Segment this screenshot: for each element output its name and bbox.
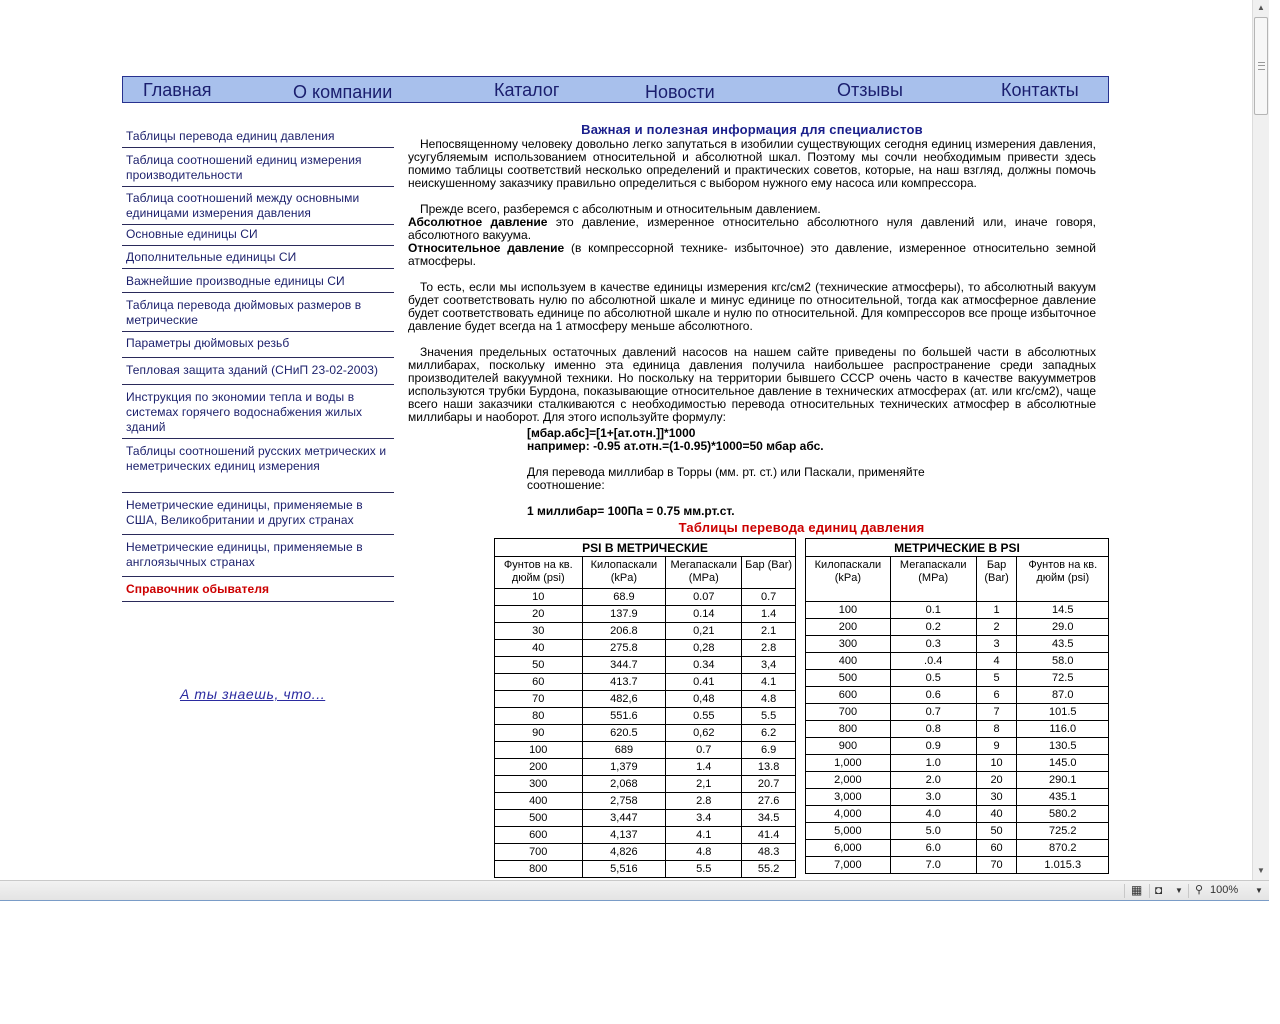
- table-cell: 5.5: [742, 708, 796, 725]
- table-row: [806, 755, 1109, 772]
- table-row: [495, 623, 796, 640]
- table-cell: 600: [495, 827, 583, 844]
- table-cell: 7.0: [890, 857, 976, 874]
- did-you-know-link[interactable]: А ты знаешь, что...: [180, 686, 326, 702]
- table-cell: 3,000: [806, 789, 891, 806]
- table-cell: 2,1: [666, 776, 742, 793]
- table-cell: 3,447: [582, 810, 666, 827]
- nav-about[interactable]: О компании: [293, 82, 393, 102]
- table-cell: 689: [582, 742, 666, 759]
- table-row: [806, 721, 1109, 738]
- table-cell: 100: [806, 602, 891, 619]
- sidebar-item-pressure-units-ratio[interactable]: Таблица соотношений между основными единицами измерения давления: [122, 187, 394, 225]
- sidebar-item-russian-units[interactable]: Таблицы соотношений русских метрических и неметрических единиц измерения: [122, 439, 394, 493]
- formula-example: например: -0.95 ат.отн.=(1-0.95)*1000=50 мбар абс.: [527, 439, 824, 453]
- units-paragraph: То есть, если мы используем в качестве единицы измерения кгс/см2 (технические атмосферы), то абсолютный вакуум будет соответствовать нулю по абсолютной шкале и минус единице по относительной, тогда как атмосферное давление будет соответствовать единице по абсолютной шкале и нулю по относительной. Для компрессоров все проще избыточное давление будет всегда на 1 атмосферу меньше абсолютного.: [408, 280, 1096, 333]
- table-cell: 700: [806, 704, 891, 721]
- table-row: [495, 606, 796, 623]
- table-row: [495, 725, 796, 742]
- table-header: Бар (Bar): [976, 557, 1017, 602]
- table-cell: 87.0: [1017, 687, 1109, 704]
- sidebar-item-heat-water-saving[interactable]: Инструкция по экономии тепла и воды в системах горячего водоснабжения жилых зданий: [122, 385, 394, 439]
- table-cell: 13.8: [742, 759, 796, 776]
- table-cell: 4: [976, 653, 1017, 670]
- table-cell: 700: [495, 844, 583, 861]
- table-row: [806, 653, 1109, 670]
- table-cell: 870.2: [1017, 840, 1109, 857]
- table-cell: 1.015.3: [1017, 857, 1109, 874]
- table-cell: 43.5: [1017, 636, 1109, 653]
- table-cell: 60: [495, 674, 583, 691]
- torr-formula: 1 миллибар= 100Па = 0.75 мм.рт.ст.: [527, 504, 735, 518]
- table-cell: 3.4: [666, 810, 742, 827]
- table-cell: 620.5: [582, 725, 666, 742]
- nav-news[interactable]: Новости: [645, 82, 715, 102]
- scroll-up-arrow-icon[interactable]: ▲: [1257, 3, 1265, 12]
- table-cell: 0.6: [890, 687, 976, 704]
- table-cell: 70: [976, 857, 1017, 874]
- table-row: [806, 619, 1109, 636]
- table-row: [495, 589, 796, 606]
- table-cell: 0.34: [666, 657, 742, 674]
- table-cell: 137.9: [582, 606, 666, 623]
- table-cell: 2.1: [742, 623, 796, 640]
- table-cell: 6,000: [806, 840, 891, 857]
- table-cell: 34.5: [742, 810, 796, 827]
- table-cell: 6: [976, 687, 1017, 704]
- table-cell: 7: [976, 704, 1017, 721]
- table-cell: 900: [806, 738, 891, 755]
- zoom-level[interactable]: 100%: [1210, 884, 1239, 896]
- table-cell: 400: [495, 793, 583, 810]
- table-cell: 68.9: [582, 589, 666, 606]
- table-row: [495, 691, 796, 708]
- table-cell: 0.07: [666, 589, 742, 606]
- table-header: Фунтов на кв. дюйм (psi): [1017, 557, 1109, 602]
- table-cell: 27.6: [742, 793, 796, 810]
- table-cell: 55.2: [742, 861, 796, 878]
- window-edge: [1269, 0, 1280, 900]
- table-row: [495, 657, 796, 674]
- rel-pressure-term: Относительное давление: [408, 241, 565, 255]
- table-cell: 500: [495, 810, 583, 827]
- table-cell: 9: [976, 738, 1017, 755]
- table-cell: 5,000: [806, 823, 891, 840]
- table-cell: 29.0: [1017, 619, 1109, 636]
- intro-paragraph: Непосвященному человеку довольно легко запутаться в изобилии существующих сегодня единиц измерения давления, усугубляемым использованием относительной и абсолютной шкал. Поэтому мы сочли необходимым привести здесь помимо таблицы соответствий несколько определений и практических советов, которые, на наш взгляд, должны помочь неискушенному заказчику правильно определиться с выбором нужного ему насоса или компрессора.: [408, 137, 1096, 190]
- abs-pressure-definition: [408, 216, 1096, 242]
- table-cell: 10: [495, 589, 583, 606]
- table-header: Мегапаскали (MPa): [666, 557, 742, 589]
- table-cell: 4.8: [742, 691, 796, 708]
- nav-home[interactable]: Главная: [143, 80, 212, 100]
- table-row: [806, 806, 1109, 823]
- tables-title: Таблицы перевода единиц давления: [678, 520, 925, 535]
- table-cell: 3: [976, 636, 1017, 653]
- rel-pressure-text: (в компрессорной технике- избыточное) это давление, измеренное относительно земной атмосферы.: [408, 241, 1096, 268]
- table-cell: 800: [806, 721, 891, 738]
- table-cell: 1.4: [742, 606, 796, 623]
- table-cell: 20.7: [742, 776, 796, 793]
- table-cell: 7,000: [806, 857, 891, 874]
- table-row: [495, 640, 796, 657]
- page-title: Важная и полезная информация для специалистов: [581, 122, 923, 137]
- sidebar-item-consumer-handbook[interactable]: Справочник обывателя: [122, 577, 394, 602]
- abs-pressure-term: Абсолютное давление: [408, 215, 548, 229]
- table-cell: 275.8: [582, 640, 666, 657]
- table-cell: 116.0: [1017, 721, 1109, 738]
- table-cell: 41.4: [742, 827, 796, 844]
- table-row: [495, 742, 796, 759]
- table-cell: 0.8: [890, 721, 976, 738]
- table-cell: 2.8: [666, 793, 742, 810]
- formula-main: [мбар.абс]=[1+[ат.отн.]]*1000: [527, 426, 696, 440]
- magnifier-icon: ⚲: [1195, 884, 1204, 896]
- table-cell: 0.7: [890, 704, 976, 721]
- sidebar-item-inch-to-metric[interactable]: Таблица перевода дюймовых размеров в метрические: [122, 293, 394, 332]
- table-row: [806, 772, 1109, 789]
- table-cell: 580.2: [1017, 806, 1109, 823]
- table-cell: 14.5: [1017, 602, 1109, 619]
- table-row: [806, 602, 1109, 619]
- status-bar: [0, 880, 1269, 901]
- table-cell: 0,48: [666, 691, 742, 708]
- table-cell: 400: [806, 653, 891, 670]
- table-cell: 0.2: [890, 619, 976, 636]
- table-row: [495, 827, 796, 844]
- table-cell: 2,068: [582, 776, 666, 793]
- table-cell: 200: [495, 759, 583, 776]
- table-header: Бар (Bar): [742, 557, 796, 589]
- table-row: [806, 789, 1109, 806]
- compat-view-icon[interactable]: ▦: [1131, 883, 1143, 897]
- table-cell: 8: [976, 721, 1017, 738]
- table-row: [495, 861, 796, 878]
- table-cell: 2,758: [582, 793, 666, 810]
- table-cell: 500: [806, 670, 891, 687]
- table-cell: 0,21: [666, 623, 742, 640]
- formula-block: [527, 427, 947, 518]
- table-cell: 800: [495, 861, 583, 878]
- sidebar-item-si-base[interactable]: Основные единицы СИ: [122, 225, 394, 246]
- top-nav: [122, 76, 1109, 103]
- scrollbar-thumb[interactable]: [1254, 17, 1268, 115]
- table-row: [806, 823, 1109, 840]
- table-header: Мегапаскали (MPa): [890, 557, 976, 602]
- table-row: [806, 840, 1109, 857]
- table-cell: 10: [976, 755, 1017, 772]
- table-cell: 0.41: [666, 674, 742, 691]
- table-cell: 58.0: [1017, 653, 1109, 670]
- metric-to-psi-table: [805, 538, 1109, 874]
- table-cell: 435.1: [1017, 789, 1109, 806]
- vertical-scrollbar[interactable]: [1252, 0, 1269, 880]
- table-cell: 90: [495, 725, 583, 742]
- table-cell: 3,4: [742, 657, 796, 674]
- table-cell: 0.9: [890, 738, 976, 755]
- rel-pressure-definition: [408, 242, 1096, 268]
- table-cell: 6.2: [742, 725, 796, 742]
- table-cell: 20: [495, 606, 583, 623]
- table-cell: 4.8: [666, 844, 742, 861]
- table-row: [806, 687, 1109, 704]
- table-cell: 0.55: [666, 708, 742, 725]
- table-cell: 2.0: [890, 772, 976, 789]
- table-cell: 4.1: [666, 827, 742, 844]
- table-cell: 40: [495, 640, 583, 657]
- table-cell: 60: [976, 840, 1017, 857]
- table-cell: 344.7: [582, 657, 666, 674]
- table-cell: 1,000: [806, 755, 891, 772]
- sidebar-item-pressure-tables[interactable]: Таблицы перевода единиц давления: [122, 127, 394, 148]
- table-cell: 551.6: [582, 708, 666, 725]
- table-cell: 4.0: [890, 806, 976, 823]
- table-row: [495, 810, 796, 827]
- table-cell: 50: [976, 823, 1017, 840]
- table-cell: 200: [806, 619, 891, 636]
- camera-icon[interactable]: ◘: [1155, 883, 1163, 897]
- main-content: [408, 123, 1096, 424]
- table-cell: 50: [495, 657, 583, 674]
- table-cell: 0.1: [890, 602, 976, 619]
- table-cell: 1,379: [582, 759, 666, 776]
- table-row: [806, 738, 1109, 755]
- table-row: [495, 759, 796, 776]
- table-cell: 2: [976, 619, 1017, 636]
- table-cell: 20: [976, 772, 1017, 789]
- table-row: [495, 674, 796, 691]
- table-body: [495, 589, 796, 878]
- table-cell: 5,516: [582, 861, 666, 878]
- table-cell: 600: [806, 687, 891, 704]
- table-cell: 3.0: [890, 789, 976, 806]
- table-cell: 145.0: [1017, 755, 1109, 772]
- abs-rel-intro: Прежде всего, разберемся с абсолютным и относительным давлением.: [420, 202, 821, 216]
- table-row: [806, 636, 1109, 653]
- table-cell: 300: [806, 636, 891, 653]
- table-cell: 130.5: [1017, 738, 1109, 755]
- table-cell: 4,826: [582, 844, 666, 861]
- table-cell: 4.1: [742, 674, 796, 691]
- sidebar-item-si-additional[interactable]: Дополнительные единицы СИ: [122, 246, 394, 269]
- table-cell: 1: [976, 602, 1017, 619]
- sidebar-item-si-derived[interactable]: Важнейшие производные единицы СИ: [122, 269, 394, 293]
- nav-contacts[interactable]: Контакты: [1001, 80, 1079, 100]
- nav-reviews[interactable]: Отзывы: [837, 80, 903, 100]
- table-header: Килопаскали (kPa): [806, 557, 891, 602]
- table-cell: 206.8: [582, 623, 666, 640]
- table-cell: 482,6: [582, 691, 666, 708]
- table-cell: 48.3: [742, 844, 796, 861]
- table-header: Килопаскали (kPa): [582, 557, 666, 589]
- chevron-down-icon[interactable]: ▼: [1175, 886, 1183, 895]
- table-cell: 80: [495, 708, 583, 725]
- table-cell: 5.5: [666, 861, 742, 878]
- table-cell: 0.7: [742, 589, 796, 606]
- table-caption: PSI В МЕТРИЧЕСКИЕ: [495, 539, 796, 557]
- table-cell: 100: [495, 742, 583, 759]
- table-cell: 70: [495, 691, 583, 708]
- sidebar-item-nonmetric-english[interactable]: Неметрические единицы, применяемые в англоязычных странах: [122, 535, 394, 577]
- table-row: [806, 857, 1109, 874]
- psi-to-metric-table: [494, 538, 796, 878]
- table-cell: 1.4: [666, 759, 742, 776]
- table-row: [495, 793, 796, 810]
- table-cell: 30: [976, 789, 1017, 806]
- table-cell: 1.0: [890, 755, 976, 772]
- table-cell: 40: [976, 806, 1017, 823]
- table-cell: 0.3: [890, 636, 976, 653]
- sidebar-item-inch-threads[interactable]: Параметры дюймовых резьб: [122, 332, 394, 358]
- table-cell: 2,000: [806, 772, 891, 789]
- table-cell: .0.4: [890, 653, 976, 670]
- abs-pressure-text: это давление, измеренное относительно абсолютного нуля давлений или, иначе говоря, абсолютного вакуума.: [408, 215, 1097, 242]
- table-cell: 5: [976, 670, 1017, 687]
- table-cell: 290.1: [1017, 772, 1109, 789]
- table-cell: 0,28: [666, 640, 742, 657]
- table-cell: 0.5: [890, 670, 976, 687]
- sidebar-item-nonmetric-usa[interactable]: Неметрические единицы, применяемые в США, Великобритании и других странах: [122, 493, 394, 535]
- table-header: Фунтов на кв. дюйм (psi): [495, 557, 583, 589]
- torr-text: Для перевода миллибар в Торры (мм. рт. ст.) или Паскали, применяйте соотношение:: [527, 465, 925, 492]
- table-cell: 0.7: [666, 742, 742, 759]
- table-cell: 0.14: [666, 606, 742, 623]
- table-cell: 4,137: [582, 827, 666, 844]
- table-cell: 72.5: [1017, 670, 1109, 687]
- table-cell: 413.7: [582, 674, 666, 691]
- table-cell: 4,000: [806, 806, 891, 823]
- table-body: [806, 602, 1109, 874]
- sidebar-item-productivity-units[interactable]: Таблица соотношений единиц измерения производительности: [122, 148, 394, 187]
- table-cell: 5.0: [890, 823, 976, 840]
- table-row: [495, 708, 796, 725]
- millibar-paragraph: Значения предельных остаточных давлений насосов на нашем сайте приведены по большей части в абсолютных миллибарах, поскольку именно эта единица давления получила наибольшее распространение среди западных производителей вакуумной техники. Но поскольку на территории бывшего СССР очень часто в качестве вакуумметров используются трубки Бурдона, показывающие относительное давление в технических атмосферах (ат. или кгс/см2), чаще всего наши заказчики сталкиваются с необходимостью перевода относительных технических атмосфер в абсолютные миллибары и наоборот. Для этого используйте формулу:: [408, 345, 1096, 424]
- table-row: [495, 844, 796, 861]
- table-cell: 30: [495, 623, 583, 640]
- nav-catalog[interactable]: Каталог: [494, 80, 560, 100]
- sidebar-item-thermal-protection[interactable]: Тепловая защита зданий (СНиП 23-02-2003): [122, 358, 394, 385]
- scroll-down-arrow-icon[interactable]: ▼: [1257, 866, 1265, 875]
- table-cell: 2.8: [742, 640, 796, 657]
- table-caption: МЕТРИЧЕСКИЕ В PSI: [806, 539, 1109, 557]
- table-cell: 6.9: [742, 742, 796, 759]
- table-row: [806, 670, 1109, 687]
- table-cell: 6.0: [890, 840, 976, 857]
- table-cell: 300: [495, 776, 583, 793]
- table-cell: 101.5: [1017, 704, 1109, 721]
- table-row: [806, 704, 1109, 721]
- zoom-dropdown-icon[interactable]: ▼: [1255, 886, 1263, 895]
- table-row: [495, 776, 796, 793]
- sidebar: [122, 127, 394, 602]
- table-cell: 0,62: [666, 725, 742, 742]
- table-cell: 725.2: [1017, 823, 1109, 840]
